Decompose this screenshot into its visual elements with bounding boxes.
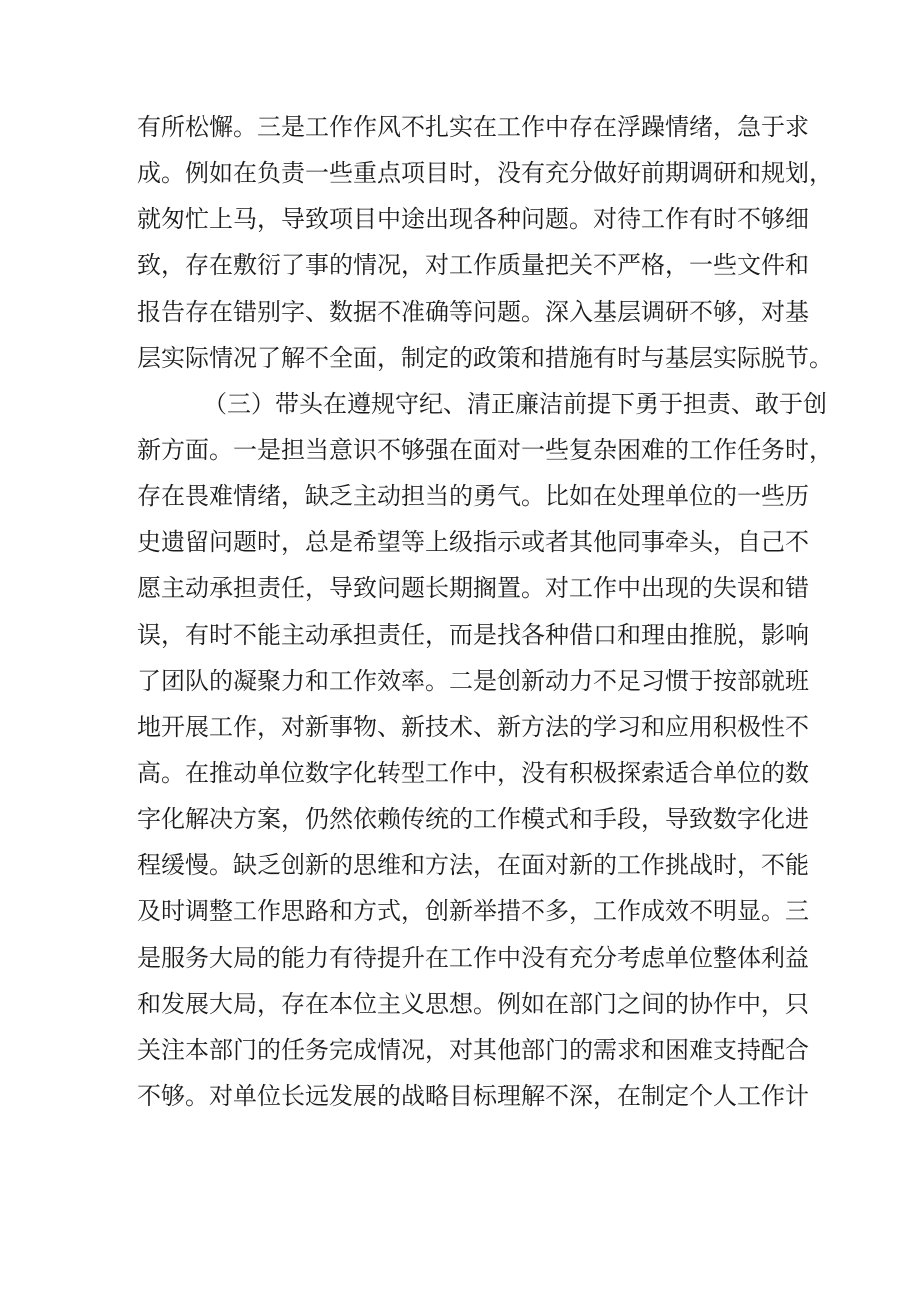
- section-heading-line: （三）带头在遵规守纪、清正廉洁前提下勇于担责、敢于创: [203, 389, 827, 418]
- text-line: 字化解决方案，仍然依赖传统的工作模式和手段，导致数字化进: [137, 805, 809, 834]
- text-line: 关注本部门的任务完成情况，对其他部门的需求和困难支持配合: [137, 1035, 809, 1064]
- text-line: 误，有时不能主动承担责任，而是找各种借口和理由推脱，影响: [137, 620, 809, 649]
- text-line: 愿主动承担责任，导致问题长期搁置。对工作中出现的失误和错: [137, 574, 809, 603]
- text-line: 地开展工作，对新事物、新技术、新方法的学习和应用积极性不: [137, 712, 809, 741]
- text-line: 程缓慢。缺乏创新的思维和方法，在面对新的工作挑战时，不能: [137, 851, 809, 880]
- text-line: 不够。对单位长远发展的战略目标理解不深，在制定个人工作计: [137, 1081, 809, 1110]
- text-line: 新方面。一是担当意识不够强在面对一些复杂困难的工作任务时，: [137, 435, 833, 464]
- text-line: 报告存在错别字、数据不准确等问题。深入基层调研不够，对基: [137, 297, 809, 326]
- text-line: 及时调整工作思路和方式，创新举措不多，工作成效不明显。三: [137, 897, 809, 926]
- text-line: 就匆忙上马，导致项目中途出现各种问题。对待工作有时不够细: [137, 205, 809, 234]
- body-text: [137, 104, 833, 1119]
- text-line: 致，存在敷衍了事的情况，对工作质量把关不严格，一些文件和: [137, 251, 809, 280]
- text-line: 存在畏难情绪，缺乏主动担当的勇气。比如在处理单位的一些历: [137, 482, 809, 511]
- text-line: 成。例如在负责一些重点项目时，没有充分做好前期调研和规划，: [137, 159, 833, 188]
- text-line: 是服务大局的能力有待提升在工作中没有充分考虑单位整体利益: [137, 943, 809, 972]
- text-line: 有所松懈。三是工作作风不扎实在工作中存在浮躁情绪，急于求: [137, 113, 809, 141]
- text-line: 了团队的凝聚力和工作效率。二是创新动力不足习惯于按部就班: [137, 666, 809, 695]
- text-line: 和发展大局，存在本位主义思想。例如在部门之间的协作中，只: [137, 989, 809, 1018]
- text-line: 高。在推动单位数字化转型工作中，没有积极探索适合单位的数: [137, 758, 809, 787]
- paragraph-end-line: 层实际情况了解不全面，制定的政策和措施有时与基层实际脱节。: [137, 343, 833, 372]
- text-line: 史遗留问题时，总是希望等上级指示或者其他同事牵头，自己不: [137, 528, 809, 557]
